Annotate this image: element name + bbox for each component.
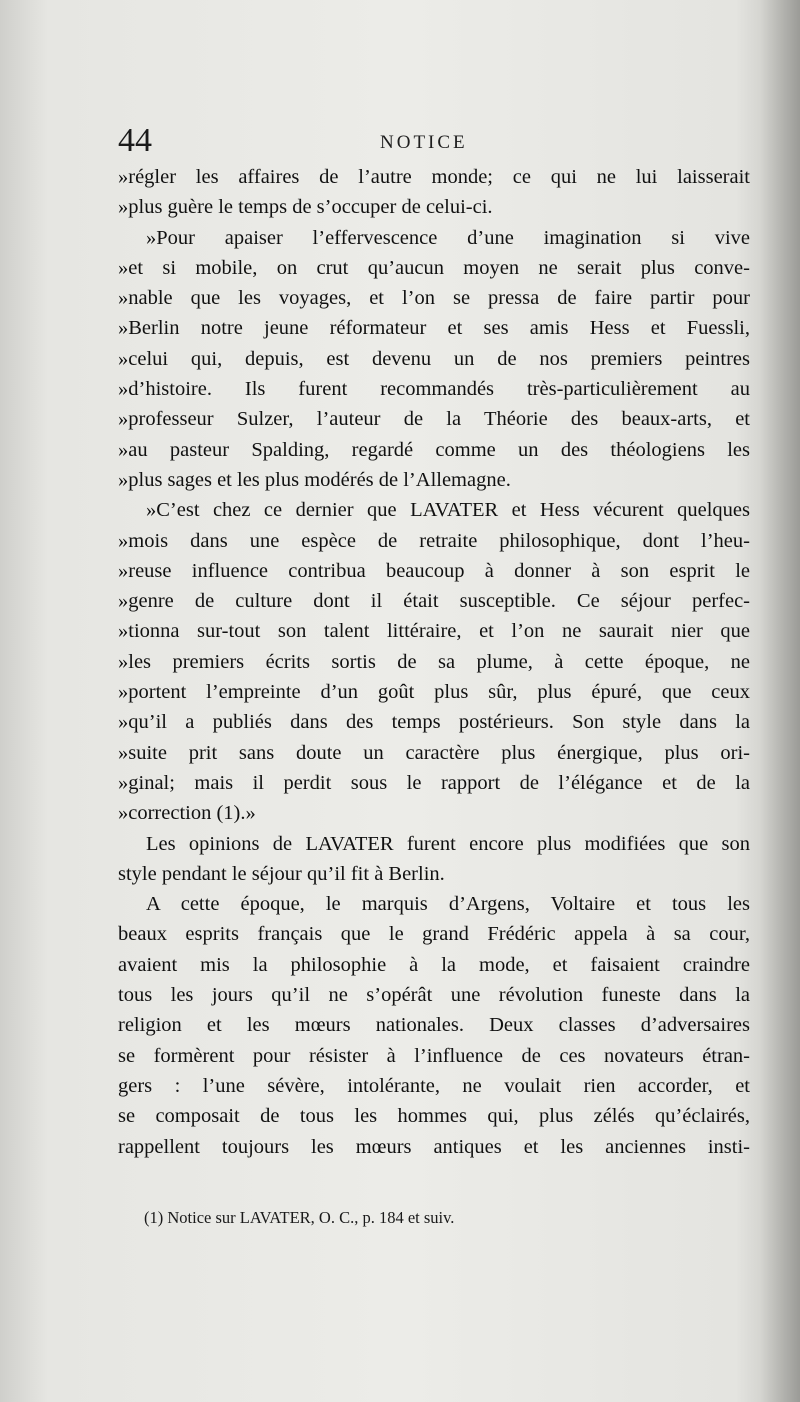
text-line: »reuse influence contribua beaucoup à donner à son esprit le <box>118 559 750 582</box>
text-line: »qu’il a publiés dans des temps postérieurs. Son style dans la <box>118 711 750 734</box>
text-line: »plus sages et les plus modérés de l’Allemagne. <box>118 468 511 491</box>
text-line: »tionna sur-tout son talent littéraire, et l’on ne saurait nier que <box>118 620 750 643</box>
text-line: »C’est chez ce dernier que LAVATER et Hess vécurent quelques <box>146 499 750 522</box>
text-line: »professeur Sulzer, l’auteur de la Théorie des beaux-arts, et <box>118 408 750 431</box>
text-line: »celui qui, depuis, est devenu un de nos premiers peintres <box>118 347 750 370</box>
text-line: »et si mobile, on crut qu’aucun moyen ne serait plus conve- <box>118 256 750 279</box>
text-line: rappellent toujours les mœurs antiques et les anciennes insti- <box>118 1135 750 1158</box>
running-title: NOTICE <box>380 132 468 153</box>
text-line: style pendant le séjour qu’il fit à Berlin. <box>118 862 445 885</box>
text-line: gers : l’une sévère, intolérante, ne voulait rien accorder, et <box>118 1074 750 1097</box>
page-number: 44 <box>118 122 152 159</box>
text-line: se formèrent pour résister à l’influence de ces novateurs étran- <box>118 1044 750 1067</box>
body-text <box>118 162 750 1162</box>
text-line: »régler les affaires de l’autre monde; ce qui ne lui laisserait <box>118 166 750 188</box>
text-line: »suite prit sans doute un caractère plus énergique, plus ori- <box>118 741 750 764</box>
text-line: »nable que les voyages, et l’on se pressa de faire partir pour <box>118 287 750 310</box>
text-line: »portent l’empreinte d’un goût plus sûr, plus épuré, que ceux <box>118 681 750 704</box>
text-line: »mois dans une espèce de retraite philosophique, dont l’heu- <box>118 529 750 552</box>
text-line: »genre de culture dont il était susceptible. Ce séjour perfec- <box>118 590 750 613</box>
footnote: (1) Notice sur LAVATER, O. C., p. 184 et suiv. <box>144 1208 455 1227</box>
text-line: avaient mis la philosophie à la mode, et faisaient craindre <box>118 953 750 976</box>
text-line: »plus guère le temps de s’occuper de celui-ci. <box>118 196 493 219</box>
text-line: religion et les mœurs nationales. Deux classes d’adversaires <box>118 1014 750 1037</box>
text-line: Les opinions de LAVATER furent encore plus modifiées que son <box>146 832 750 855</box>
text-line: se composait de tous les hommes qui, plus zélés qu’éclairés, <box>118 1105 750 1128</box>
text-line: »Berlin notre jeune réformateur et ses amis Hess et Fuessli, <box>118 317 750 340</box>
text-line: tous les jours qu’il ne s’opérât une révolution funeste dans la <box>118 984 750 1007</box>
text-line: »les premiers écrits sortis de sa plume, à cette époque, ne <box>118 650 750 673</box>
text-line: A cette époque, le marquis d’Argens, Voltaire et tous les <box>146 893 750 916</box>
text-line: »d’histoire. Ils furent recommandés très-particulièrement au <box>118 378 750 401</box>
text-line: beaux esprits français que le grand Frédéric appela à sa cour, <box>118 923 750 946</box>
text-line: »correction (1).» <box>118 802 256 825</box>
text-line: »ginal; mais il perdit sous le rapport de l’élégance et de la <box>118 771 750 794</box>
text-line: »au pasteur Spalding, regardé comme un des théologiens les <box>118 438 750 461</box>
page-edge-shadow <box>760 0 800 1402</box>
text-line: »Pour apaiser l’effervescence d’une imagination si vive <box>146 226 750 249</box>
